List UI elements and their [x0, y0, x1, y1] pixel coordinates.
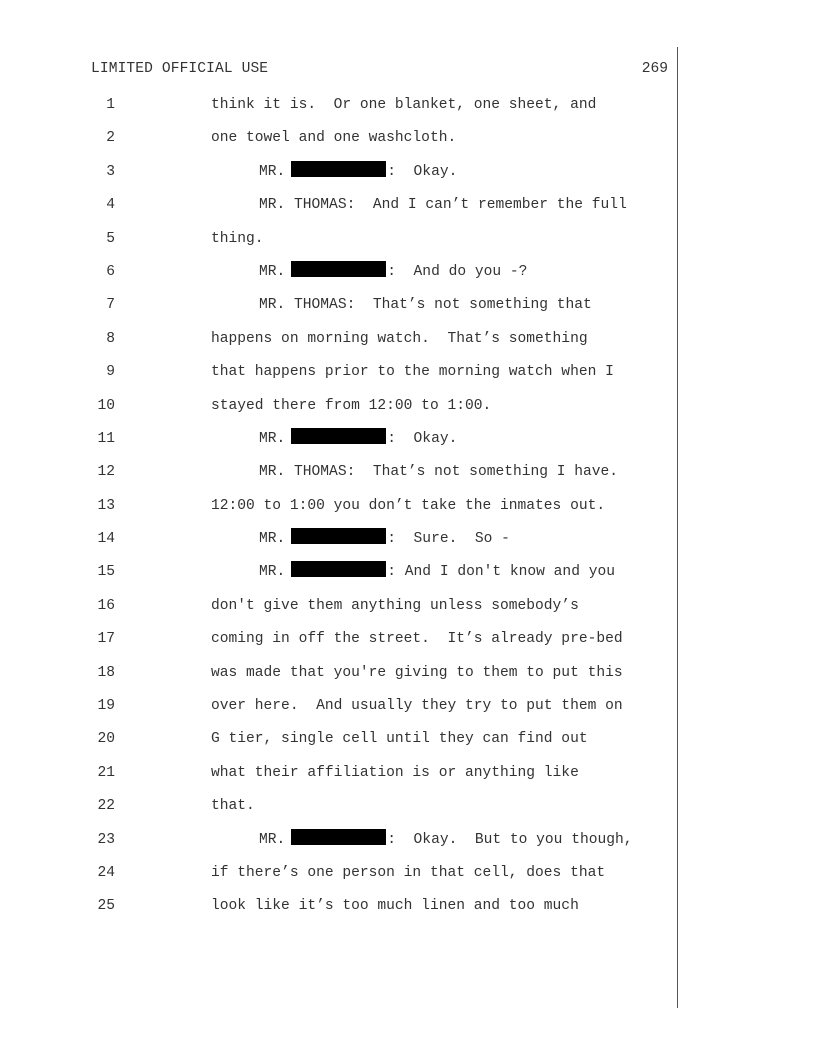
line-text	[259, 528, 510, 550]
line-number: 4	[106, 197, 115, 214]
transcript-line	[0, 159, 816, 192]
line-number: 16	[97, 597, 115, 614]
line-text-body: : And do you -?	[387, 263, 528, 280]
transcript-line	[0, 359, 816, 392]
line-text: what their affiliation is or anything like	[211, 764, 579, 781]
line-number: 8	[106, 330, 115, 347]
line-text: don't give them anything unless somebody’s	[211, 597, 579, 614]
transcript-line	[0, 326, 816, 359]
transcript-line	[0, 860, 816, 893]
line-number: 2	[106, 130, 115, 147]
line-text: thing.	[211, 230, 264, 247]
redaction-box	[291, 829, 386, 845]
line-number: 14	[97, 531, 115, 548]
transcript-line	[0, 259, 816, 292]
speaker-prefix: MR.	[259, 531, 286, 548]
transcript-line	[0, 693, 816, 726]
speaker-prefix: MR.	[259, 430, 286, 447]
line-text: 12:00 to 1:00 you don’t take the inmates out.	[211, 497, 606, 514]
transcript-line	[0, 426, 816, 459]
line-text: G tier, single cell until they can find out	[211, 731, 588, 748]
transcript-lines	[0, 92, 816, 927]
line-text-body: : Sure. So -	[387, 531, 510, 548]
transcript-line	[0, 393, 816, 426]
line-text-body: : Okay.	[387, 430, 458, 447]
line-number: 25	[97, 898, 115, 915]
speaker-prefix: MR.	[259, 831, 286, 848]
line-text: MR. THOMAS: And I can’t remember the full	[259, 197, 627, 214]
line-text: that.	[211, 798, 255, 815]
transcript-line	[0, 292, 816, 325]
line-number: 24	[97, 864, 115, 881]
line-number: 12	[97, 464, 115, 481]
transcript-line	[0, 726, 816, 759]
line-text: if there’s one person in that cell, does that	[211, 864, 606, 881]
line-text-body: : Okay. But to you though,	[387, 831, 633, 848]
transcript-line	[0, 192, 816, 225]
page-number: 269	[641, 61, 668, 77]
line-text	[259, 829, 633, 851]
redaction-box	[291, 528, 386, 544]
line-text: was made that you're giving to them to put this	[211, 664, 623, 681]
redaction-box	[291, 161, 386, 177]
line-text	[259, 261, 527, 283]
transcript-line	[0, 459, 816, 492]
line-text: happens on morning watch. That’s something	[211, 330, 588, 347]
line-number: 20	[97, 731, 115, 748]
redaction-box	[291, 428, 386, 444]
line-number: 10	[97, 397, 115, 414]
line-number: 11	[97, 430, 115, 447]
line-number: 13	[97, 497, 115, 514]
transcript-line	[0, 493, 816, 526]
line-number: 18	[97, 664, 115, 681]
line-text-body: : Okay.	[387, 163, 458, 180]
transcript-line	[0, 559, 816, 592]
line-number: 3	[106, 163, 115, 180]
line-number: 21	[97, 764, 115, 781]
transcript-line	[0, 526, 816, 559]
transcript-line	[0, 626, 816, 659]
speaker-prefix: MR.	[259, 263, 286, 280]
transcript-line	[0, 760, 816, 793]
classification-header: LIMITED OFFICIAL USE	[91, 61, 269, 77]
line-text: MR. THOMAS: That’s not something that	[259, 297, 592, 314]
line-text	[259, 428, 457, 450]
line-text: MR. THOMAS: That’s not something I have.	[259, 464, 619, 481]
line-text	[259, 561, 615, 583]
line-text: over here. And usually they try to put them on	[211, 698, 623, 715]
line-number: 19	[97, 698, 115, 715]
line-text: coming in off the street. It’s already pre-bed	[211, 631, 623, 648]
line-text: think it is. Or one blanket, one sheet, and	[211, 97, 597, 113]
transcript-line	[0, 827, 816, 860]
line-number: 17	[97, 631, 115, 648]
line-text-body: : And I don't know and you	[387, 564, 615, 581]
line-number: 1	[106, 97, 115, 113]
line-number: 23	[97, 831, 115, 848]
transcript-line	[0, 125, 816, 158]
line-number: 7	[106, 297, 115, 314]
redaction-box	[291, 261, 386, 277]
line-number: 9	[106, 364, 115, 381]
transcript-line	[0, 793, 816, 826]
line-number: 15	[97, 564, 115, 581]
line-text: one towel and one washcloth.	[211, 130, 457, 147]
line-text: that happens prior to the morning watch when I	[211, 364, 614, 381]
line-number: 6	[106, 263, 115, 280]
line-text: stayed there from 12:00 to 1:00.	[211, 397, 492, 414]
transcript-line	[0, 593, 816, 626]
transcript-line	[0, 660, 816, 693]
transcript-line	[0, 92, 816, 125]
transcript-line	[0, 226, 816, 259]
speaker-prefix: MR.	[259, 163, 286, 180]
line-text: look like it’s too much linen and too much	[211, 898, 579, 915]
line-text	[259, 161, 457, 183]
line-number: 5	[106, 230, 115, 247]
line-number: 22	[97, 798, 115, 815]
transcript-line	[0, 893, 816, 926]
redaction-box	[291, 561, 386, 577]
speaker-prefix: MR.	[259, 564, 286, 581]
